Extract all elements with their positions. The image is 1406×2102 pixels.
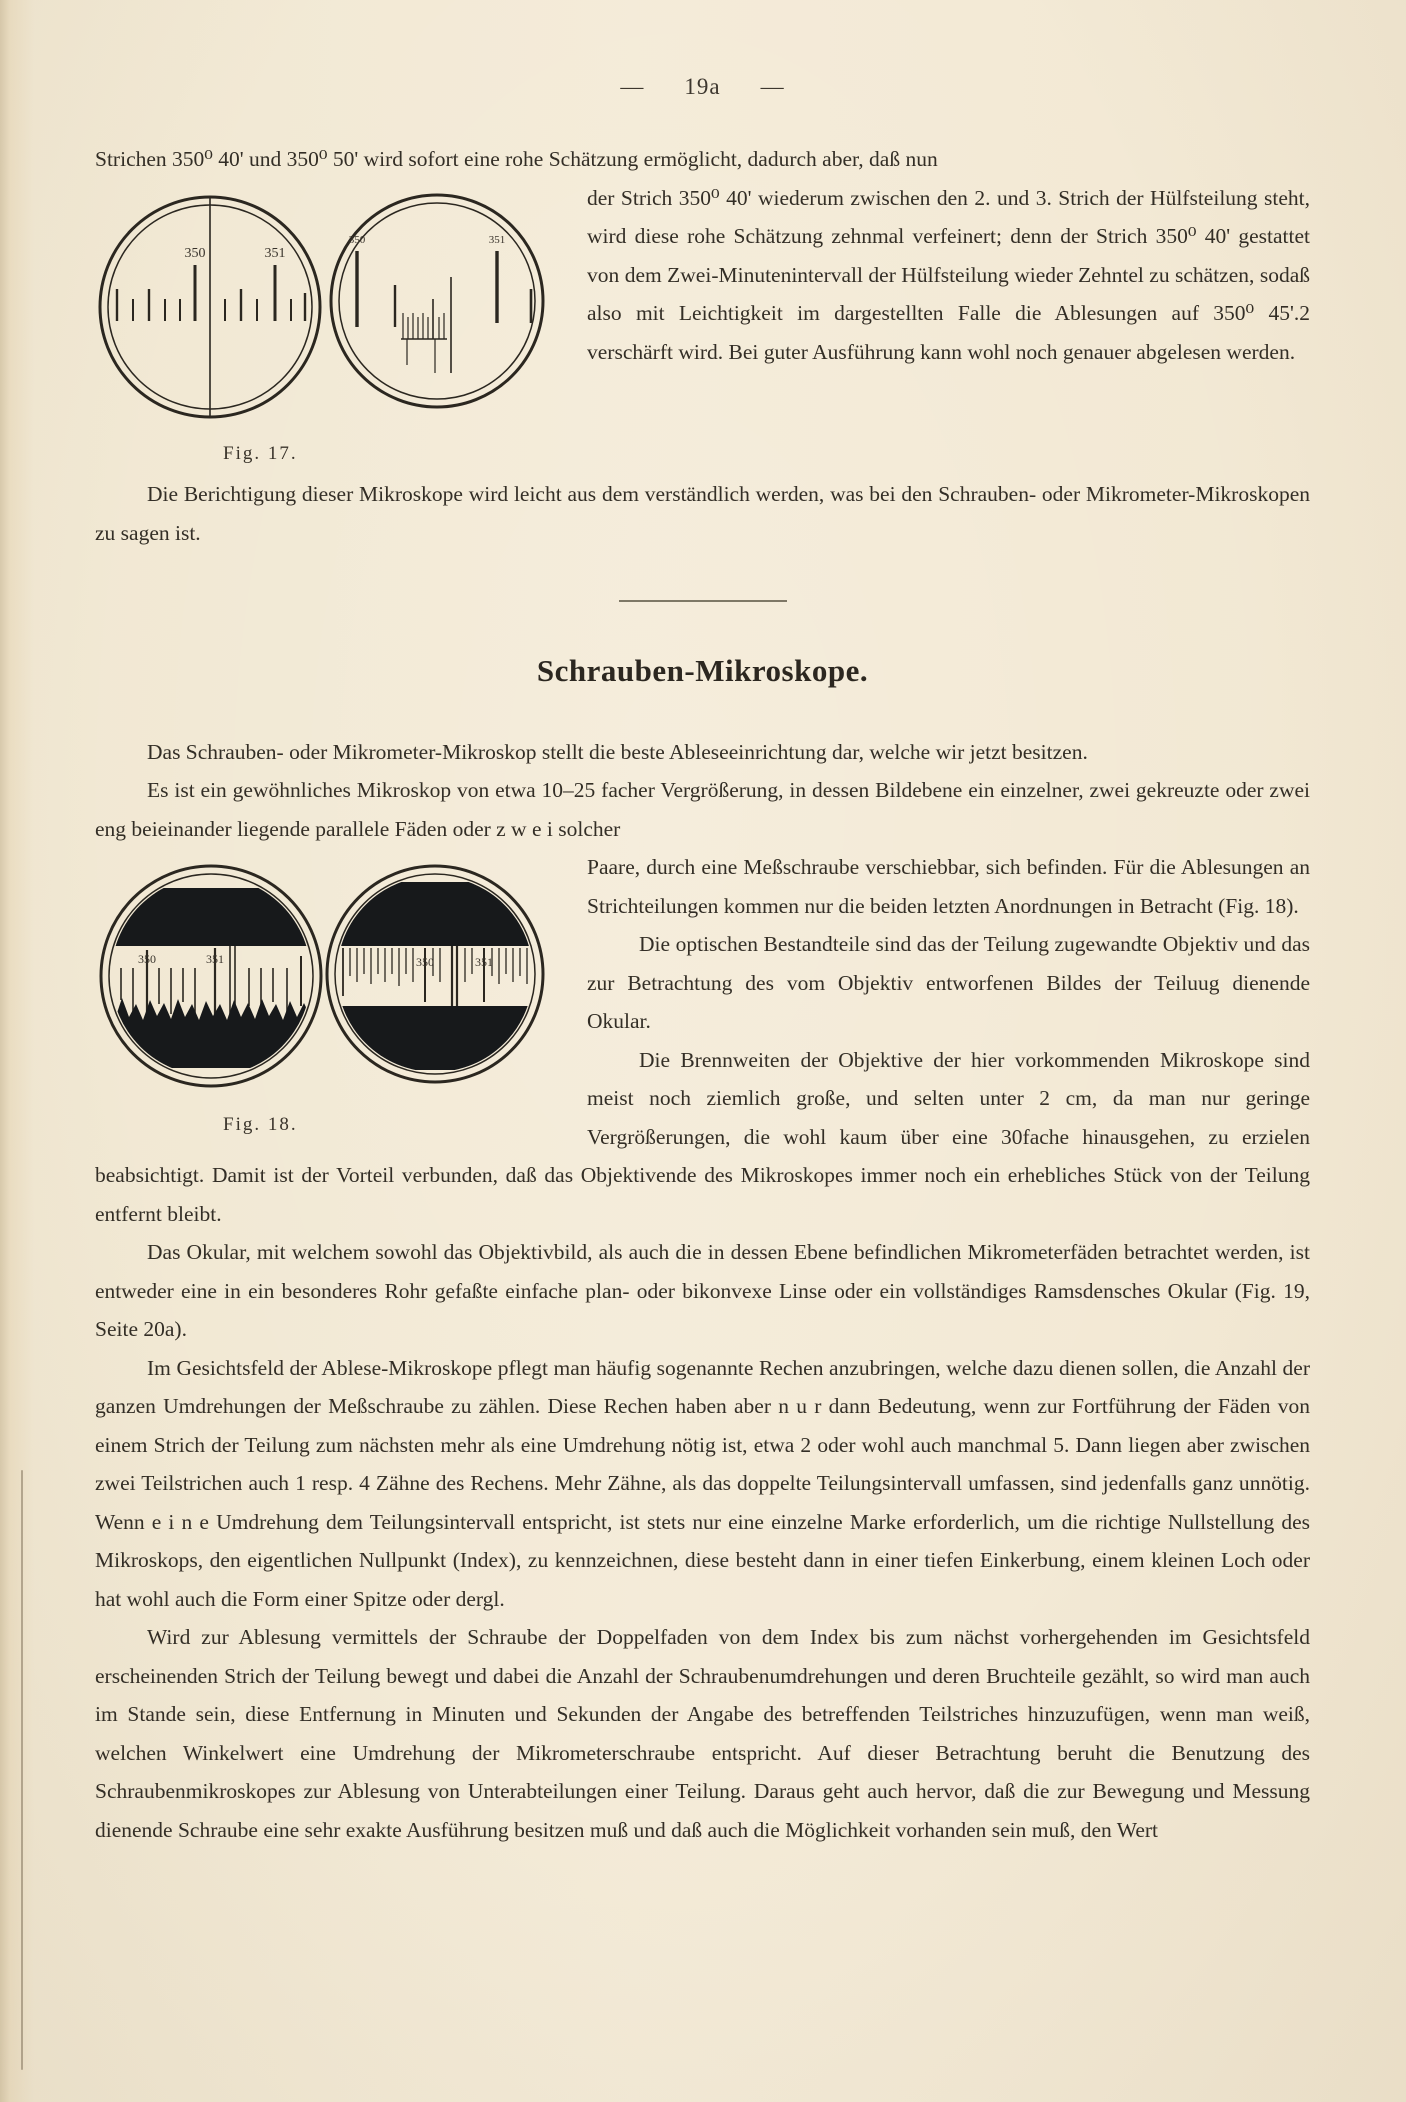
paragraph-8: Im Gesichtsfeld der Ablese-Mikroskope pflegt man häufig sogenannte Rechen anzubringen, welche dazu dienen sollen, die Anzahl der ganzen Umdrehungen der Meßschraube zu zählen. Diese Rechen haben aber n u r dann Bedeutung, wenn zur Fortführung der Fäden von einem Strich der Teilung zum nächsten mehr als eine Umdrehung nötig ist, etwa 2 oder wohl auch manchmal 5. Dann liegen aber zwischen zwei Teilstrichen auch 1 resp. 4 Zähne des Rechens. Mehr Zähne, als das doppelte Teilungsintervall umfassen, sind jedenfalls ganz unnötig. Wenn e i n e Umdrehung dem Teilungsintervall entspricht, ist stets nur eine einzelne Marke erforderlich, um die richtige Nullstellung des Mikroskops, den eigentlichen Nullpunkt (Index), zu kennzeichnen, diese besteht dann in einer tiefen Einkerbung, einem kleinen Loch oder hat wohl auch die Form einer Spitze oder dergl. (95, 1355, 1310, 1611)
fig18-left-label-351: 351 (206, 952, 224, 966)
section-divider (619, 600, 787, 602)
figure-18-wrap (95, 848, 1310, 1233)
page-number: 19a (684, 74, 721, 99)
figure-17-illustration (95, 187, 561, 429)
fig18-left-eyepiece (101, 866, 323, 1086)
fig17-right-eyepiece (331, 195, 543, 407)
figure-17 (95, 187, 561, 474)
fig18-right-label-350: 350 (416, 955, 434, 969)
paragraph-7: Das Okular, mit welchem sowohl das Objektivbild, als auch die in dessen Ebene befindlichen Mikrometerfäden betrachtet werden, ist entweder eine in ein besonderes Rohr gefaßte einfache plan- oder bikonvexe Linse oder ein vollständiges Ramsdensches Okular (Fig. 19, Seite 20a). (95, 1240, 1310, 1341)
figure-17-caption: Fig. 17. (223, 442, 298, 464)
paragraph-1-first-line: Strichen 350⁰ 40' und 350⁰ 50' wird sofort eine rohe Schätzung ermöglicht, dadurch aber, daß nun (95, 147, 938, 171)
page-left-edge-shadow (0, 0, 7, 2102)
paragraph-1-rest: der Strich 350⁰ 40' wiederum zwischen den 2. und 3. Strich der Hülfsteilung steht, wird diese rohe Schätzung zehnmal verfeinert; denn der Strich 350⁰ 40' gestattet von dem Zwei-Minutenintervall der Hülfsteilung wieder Zehntel zu schätzen, sodaß also mit Leichtigkeit im dargestellten Falle die Ablesungen auf 350⁰ 45'.2 verschärft wird. Bei guter Ausführung kann wohl noch genauer abgelesen werden. (587, 185, 1310, 364)
header-dash-right: — (760, 74, 785, 99)
figure-18 (95, 856, 561, 1145)
header-dash-left: — (620, 74, 645, 99)
paragraph-3: Das Schrauben- oder Mikrometer-Mikroskop stellt die beste Ableseeinrichtung dar, welche wir jetzt besitzen. (147, 739, 1088, 764)
paragraph-6: Die Brennweiten der Objektive der hier vorkommenden Mikroskope sind meist noch ziemlich große, und selten unter 2 cm, da man nur geringe Vergrößerungen, die wohl kaum über eine 30fache hinausgehen, zu erzielen beabsichtigt. Damit ist der Vorteil verbunden, daß das Objektivende des Mikroskopes immer noch ein erhebliches Stück von der Teilung entfernt bleibt. (95, 1047, 1310, 1226)
paragraph-5: Die optischen Bestandteile sind das der Teilung zugewandte Objektiv und das zur Betrachtung des vom Objektiv entworfenen Bildes der Teiluug dienende Okular. (587, 932, 1310, 1033)
figure-18-caption: Fig. 18. (223, 1114, 298, 1135)
fig18-right-label-351: 351 (475, 955, 493, 969)
scale-label-351-left: 351 (264, 245, 286, 261)
paragraph-9: Wird zur Ablesung vermittels der Schraube der Doppelfaden von dem Index bis zum nächst vorhergehenden im Gesichtsfeld erscheinenden Strich der Teilung bewegt und dabei die Anzahl der Schraubenumdrehungen und deren Bruchteile gezählt, so wird man auch im Stande sein, diese Entfernung in Minuten und Sekunden der Angabe des betreffenden Teilstriches hinzuzufügen, wenn man weiß, welchen Winkelwert eine Umdrehung der Mikrometerschraube entspricht. Auf dieser Betrachtung beruht die Benutzung des Schraubenmikroskopes zur Ablesung von Unterabteilungen einer Teilung. Daraus geht auch hervor, daß die zur Bewegung und Messung dienende Schraube eine sehr exakte Ausführung besitzen muß und daß auch die Möglichkeit vorhanden sein muß, den Wert (95, 1625, 1310, 1842)
page-content (95, 0, 1310, 1849)
paragraph-4-rest: Paare, durch eine Meßschraube verschiebbar, sich befinden. Für die Ablesungen an Strichteilungen kommen nur die beiden letzten Anordnungen in Betracht (Fig. 18). (587, 855, 1310, 918)
body-text (95, 140, 1310, 1849)
page-header (95, 74, 1310, 100)
fig17-left-eyepiece (100, 197, 320, 417)
scale-label-350-left: 350 (184, 245, 206, 261)
figure-17-wrap (95, 179, 1310, 553)
paragraph-4-intro: Es ist ein gewöhnliches Mikroskop von etwa 10–25 facher Vergrößerung, in dessen Bildebene ein einzelner, zwei gekreuzte oder zwei eng beieinander liegende parallele Fäden oder z w e i solcher (95, 778, 1310, 841)
page-crease (21, 1470, 23, 2070)
paragraph-2: Die Berichtigung dieser Mikroskope wird leicht aus dem verständlich werden, was bei den Schrauben- oder Mikrometer-Mikroskopen zu sagen ist. (95, 482, 1310, 545)
scale-label-350-right: 350 (348, 233, 366, 246)
figure-18-illustration (95, 856, 561, 1100)
section-heading: Schrauben-Mikroskope. (536, 653, 869, 688)
scale-label-351-right: 351 (488, 233, 506, 246)
fig18-left-label-350: 350 (138, 952, 156, 966)
fig18-right-eyepiece (325, 866, 547, 1082)
